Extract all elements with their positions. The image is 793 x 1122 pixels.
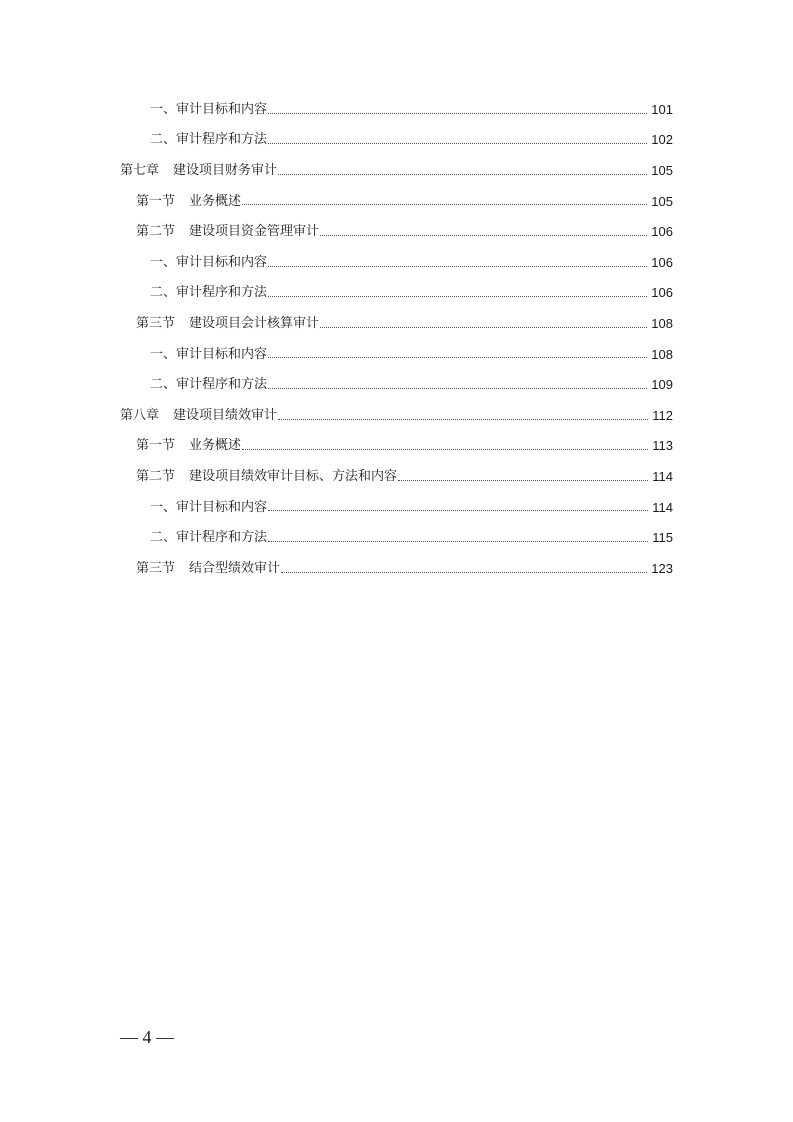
dot-leader [320,326,647,328]
toc-entry[interactable] [0,400,793,431]
toc-entry-title [136,195,241,208]
toc-page-number: 101 [651,101,673,117]
toc-entry-title [150,103,267,116]
dot-leader [268,265,647,267]
toc-entry-label: 二、审计程序和方法 [150,530,268,546]
toc-entry-heading: 结合型绩效审计 [189,560,281,576]
toc-entry-heading: 建设项目绩效审计 [173,407,278,423]
toc-page-number: 115 [652,530,673,546]
toc-page-number: 114 [652,499,673,515]
toc-entry[interactable] [0,431,793,462]
toc-entry-label: 第三节 [136,315,176,331]
toc-page-number: 108 [651,315,673,331]
toc-page-number: 113 [652,438,673,454]
toc-entry-title [150,348,267,361]
toc-page-number: 102 [651,132,673,148]
toc-page-number: 106 [651,254,673,270]
table-of-contents [0,94,793,584]
toc-entry[interactable] [0,278,793,309]
dot-leader [281,571,647,573]
dot-leader [268,356,647,358]
dot-leader [398,479,648,481]
toc-entry-title [150,501,267,514]
toc-entry[interactable] [0,369,793,400]
toc-entry-label: 第三节 [136,560,176,576]
toc-entry-label: 第二节 [136,224,176,240]
toc-entry-title [150,531,267,544]
toc-entry-label: 一、审计目标和内容 [150,346,268,362]
toc-entry-title [136,317,319,330]
toc-entry[interactable] [0,186,793,217]
toc-entry-label: 第一节 [136,438,176,454]
toc-entry-heading: 建设项目会计核算审计 [189,315,320,331]
toc-page-number: 108 [651,346,673,362]
toc-entry-label: 一、审计目标和内容 [150,499,268,515]
dot-leader [268,387,647,389]
toc-entry-label: 第一节 [136,193,176,209]
toc-entry-title [136,470,397,483]
toc-entry-label: 第八章 [120,407,160,423]
dot-leader [242,448,648,450]
toc-entry-heading: 业务概述 [189,438,242,454]
toc-page-number: 105 [651,193,673,209]
toc-entry-title [120,164,277,177]
page-number: — 4 — [120,1027,174,1047]
toc-entry[interactable] [0,216,793,247]
toc-entry-label: 一、审计目标和内容 [150,101,268,117]
toc-entry-label: 一、审计目标和内容 [150,254,268,270]
toc-entry-title [150,256,267,269]
dot-leader [268,540,648,542]
dot-leader [268,509,648,511]
toc-entry[interactable] [0,461,793,492]
dot-leader [268,295,647,297]
toc-entry[interactable] [0,522,793,553]
dot-leader [320,234,647,236]
toc-entry-label: 二、审计程序和方法 [150,285,268,301]
toc-entry[interactable] [0,553,793,584]
dot-leader [268,112,647,114]
toc-page-number: 112 [652,407,673,423]
toc-entry-title [120,409,277,422]
toc-entry-title [136,562,280,575]
toc-entry[interactable] [0,125,793,156]
toc-page-number: 114 [652,468,673,484]
toc-entry-heading: 业务概述 [189,193,242,209]
toc-entry-title [150,378,267,391]
dot-leader [268,142,647,144]
dot-leader [278,418,648,420]
toc-entry-title [136,439,241,452]
toc-page-number: 105 [651,162,673,178]
toc-page-number: 106 [651,285,673,301]
toc-page-number: 109 [651,377,673,393]
toc-entry-label: 第二节 [136,468,176,484]
toc-entry-heading: 建设项目资金管理审计 [189,224,320,240]
toc-entry[interactable] [0,155,793,186]
toc-page-number: 123 [651,560,673,576]
toc-entry-heading: 建设项目绩效审计目标、方法和内容 [189,468,398,484]
toc-entry[interactable] [0,308,793,339]
toc-entry[interactable] [0,247,793,278]
toc-entry-title [150,133,267,146]
toc-entry-label: 二、审计程序和方法 [150,132,268,148]
toc-entry-label: 第七章 [120,162,160,178]
toc-entry[interactable] [0,94,793,125]
dot-leader [278,173,647,175]
toc-entry-title [136,225,319,238]
toc-entry-label: 二、审计程序和方法 [150,377,268,393]
toc-entry-title [150,286,267,299]
toc-entry[interactable] [0,339,793,370]
dot-leader [242,203,647,205]
toc-entry-heading: 建设项目财务审计 [173,162,278,178]
toc-entry[interactable] [0,492,793,523]
toc-page-number: 106 [651,224,673,240]
